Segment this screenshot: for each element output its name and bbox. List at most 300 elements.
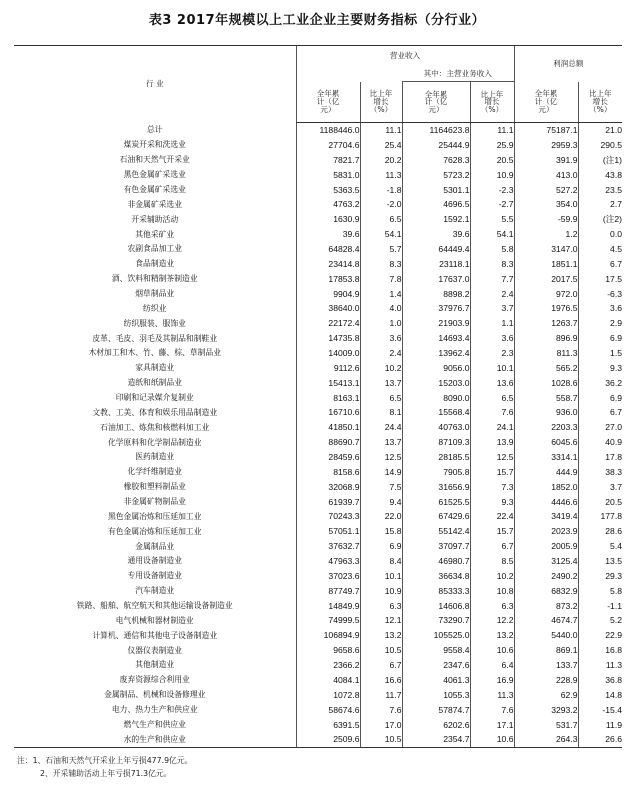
value-cell: 1630.9 <box>296 212 360 227</box>
industry-cell: 化学纤维制造业 <box>127 467 183 477</box>
table-row <box>14 480 622 495</box>
value-cell: 73290.7 <box>402 613 470 628</box>
profit-total-header: 全年累计（亿元） <box>514 82 578 123</box>
value-cell: 12.5 <box>470 450 514 465</box>
table-row <box>14 123 622 138</box>
value-cell: 2509.6 <box>296 732 360 747</box>
value-cell: 6.7 <box>360 658 402 673</box>
industry-cell: 铁路、船舶、航空航天和其他运输设备制造业 <box>76 601 233 611</box>
value-cell: 1188446.0 <box>296 123 360 138</box>
value-cell: 9056.0 <box>402 361 470 376</box>
value-cell: 26.6 <box>578 732 622 747</box>
value-cell: 13.7 <box>360 435 402 450</box>
value-cell: 264.3 <box>514 732 578 747</box>
value-cell: 3147.0 <box>514 242 578 257</box>
table-row <box>14 628 622 643</box>
table-row <box>14 494 622 509</box>
value-cell: 15.7 <box>470 524 514 539</box>
table-row <box>14 673 622 688</box>
industry-cell: 仪器仪表制造业 <box>127 645 183 655</box>
value-cell: 24.1 <box>470 420 514 435</box>
table-row <box>14 197 622 212</box>
value-cell: 106894.9 <box>296 628 360 643</box>
value-cell: 47963.3 <box>296 554 360 569</box>
value-cell: 354.0 <box>514 197 578 212</box>
value-cell: 5831.0 <box>296 168 360 183</box>
table-row <box>14 242 622 257</box>
value-cell: 11.3 <box>470 688 514 703</box>
value-cell: 4696.5 <box>402 197 470 212</box>
industry-cell: 有色金属冶炼和压延加工业 <box>107 526 202 536</box>
value-cell: 23.5 <box>578 182 622 197</box>
table-row <box>14 212 622 227</box>
industry-cell: 其他制造业 <box>135 660 175 670</box>
value-cell: 527.2 <box>514 182 578 197</box>
value-cell: 896.9 <box>514 331 578 346</box>
value-cell: 21.0 <box>578 123 622 138</box>
value-cell: 28.6 <box>578 524 622 539</box>
value-cell: 14735.8 <box>296 331 360 346</box>
industry-cell: 黑色金属冶炼和压延加工业 <box>107 511 202 521</box>
value-cell: 391.9 <box>514 153 578 168</box>
value-cell: 4084.1 <box>296 673 360 688</box>
value-cell: 290.5 <box>578 138 622 153</box>
value-cell: 10.1 <box>360 569 402 584</box>
industry-cell: 食品制造业 <box>135 259 175 269</box>
value-cell: 7.5 <box>360 480 402 495</box>
value-cell: 27.0 <box>578 420 622 435</box>
value-cell: 4674.7 <box>514 613 578 628</box>
value-cell: 5.4 <box>578 539 622 554</box>
value-cell: 1852.0 <box>514 480 578 495</box>
value-cell: 39.6 <box>402 227 470 242</box>
value-cell: 13.5 <box>578 554 622 569</box>
value-cell: 15413.1 <box>296 376 360 391</box>
revenue-total-header: 全年累计（亿元） <box>296 82 360 123</box>
value-cell: 5.8 <box>578 584 622 599</box>
value-cell: 7.6 <box>360 703 402 718</box>
table-title: 表3 2017年规模以上工业企业主要财务指标（分行业） <box>148 13 486 28</box>
footnotes <box>17 754 192 780</box>
industry-cell: 专用设备制造业 <box>127 571 183 581</box>
value-cell: 24.4 <box>360 420 402 435</box>
value-cell: 12.2 <box>470 613 514 628</box>
value-cell: 61939.7 <box>296 494 360 509</box>
value-cell: 3.6 <box>470 331 514 346</box>
value-cell: 11.3 <box>360 168 402 183</box>
value-cell: 2017.5 <box>514 272 578 287</box>
table-row <box>14 539 622 554</box>
value-cell: 6.3 <box>360 599 402 614</box>
value-cell: 5440.0 <box>514 628 578 643</box>
industry-cell: 非金属矿采选业 <box>127 199 183 209</box>
value-cell: 1055.3 <box>402 688 470 703</box>
value-cell: 531.7 <box>514 717 578 732</box>
value-cell: 1263.7 <box>514 316 578 331</box>
table-row <box>14 405 622 420</box>
value-cell: 17.1 <box>470 717 514 732</box>
value-cell: 25.4 <box>360 138 402 153</box>
value-cell: 811.3 <box>514 346 578 361</box>
value-cell: 13.2 <box>470 628 514 643</box>
value-cell: 565.2 <box>514 361 578 376</box>
value-cell: 3.6 <box>578 301 622 316</box>
value-cell: 16710.6 <box>296 405 360 420</box>
industry-cell: 纺织业 <box>143 303 167 313</box>
value-cell: 10.6 <box>470 643 514 658</box>
value-cell: 22.9 <box>578 628 622 643</box>
value-cell: -59.9 <box>514 212 578 227</box>
value-cell: 32068.9 <box>296 480 360 495</box>
value-cell: 36.8 <box>578 673 622 688</box>
value-cell: 10.6 <box>470 732 514 747</box>
value-cell: 14.8 <box>578 688 622 703</box>
industry-cell: 文教、工美、体育和娱乐用品制造业 <box>92 407 218 417</box>
value-cell: 1.4 <box>360 286 402 301</box>
table-row <box>14 272 622 287</box>
value-cell: 5.8 <box>470 242 514 257</box>
table-row <box>14 420 622 435</box>
value-cell: 17853.8 <box>296 272 360 287</box>
table-row <box>14 257 622 272</box>
value-cell: 1072.8 <box>296 688 360 703</box>
value-cell: -15.4 <box>578 703 622 718</box>
value-cell: 444.9 <box>514 465 578 480</box>
table-row <box>14 331 622 346</box>
value-cell: 7.3 <box>470 480 514 495</box>
value-cell: 61525.5 <box>402 494 470 509</box>
value-cell: 11.7 <box>360 688 402 703</box>
table-row <box>14 703 622 718</box>
value-cell: 413.0 <box>514 168 578 183</box>
value-cell: 228.9 <box>514 673 578 688</box>
industry-cell: 水的生产和供应业 <box>14 732 296 747</box>
value-cell: 6.3 <box>470 599 514 614</box>
value-cell: 6.9 <box>578 390 622 405</box>
industry-cell: 金属制品、机械和设备修理业 <box>104 690 206 700</box>
industry-cell: 酒、饮料和精制茶制造业 <box>111 274 198 284</box>
value-cell: 37097.7 <box>402 539 470 554</box>
value-cell: 15568.4 <box>402 405 470 420</box>
value-cell: 2959.3 <box>514 138 578 153</box>
value-cell: 62.9 <box>514 688 578 703</box>
value-cell: 14.9 <box>360 465 402 480</box>
table-row <box>14 732 622 747</box>
value-cell: 22172.4 <box>296 316 360 331</box>
industry-cell: 纺织服装、服饰业 <box>123 318 186 328</box>
table-row <box>14 227 622 242</box>
industry-cell: 造纸和纸制品业 <box>127 378 183 388</box>
value-cell: 9558.4 <box>402 643 470 658</box>
value-cell: 7.6 <box>470 405 514 420</box>
value-cell: 2005.9 <box>514 539 578 554</box>
value-cell: 5.7 <box>360 242 402 257</box>
value-cell: 23118.1 <box>402 257 470 272</box>
value-cell: 105525.0 <box>402 628 470 643</box>
value-cell: 1028.6 <box>514 376 578 391</box>
industry-cell: 石油加工、炼焦和核燃料加工业 <box>100 422 210 432</box>
value-cell: 20.2 <box>360 153 402 168</box>
industry-cell: 通用设备制造业 <box>127 556 183 566</box>
value-cell: 1.0 <box>360 316 402 331</box>
industry-cell: 电气机械和器材制造业 <box>115 615 194 625</box>
value-cell: 2.9 <box>578 316 622 331</box>
table-row <box>14 688 622 703</box>
value-cell: 9112.6 <box>296 361 360 376</box>
value-cell: 6045.6 <box>514 435 578 450</box>
value-cell: 8.3 <box>360 257 402 272</box>
value-cell: 1976.5 <box>514 301 578 316</box>
table-row <box>14 658 622 673</box>
value-cell: 15.8 <box>360 524 402 539</box>
value-cell: 2354.7 <box>402 732 470 747</box>
table-row <box>14 316 622 331</box>
value-cell: 39.6 <box>296 227 360 242</box>
table-row <box>14 524 622 539</box>
table-row <box>14 286 622 301</box>
industry-cell: 木材加工和木、竹、藤、棕、草制品业 <box>88 348 222 358</box>
table-row <box>14 717 622 732</box>
industry-cell: 燃气生产和供应业 <box>123 719 186 729</box>
industry-cell: 农副食品加工业 <box>127 244 183 254</box>
value-cell: 3.7 <box>578 480 622 495</box>
industry-cell: 医药制造业 <box>135 452 175 462</box>
value-cell: 10.2 <box>470 569 514 584</box>
industry-cell: 总计 <box>146 125 163 135</box>
value-cell: 9.4 <box>360 494 402 509</box>
main-growth-header: 比上年增长（%） <box>470 82 514 123</box>
value-cell: 2023.9 <box>514 524 578 539</box>
value-cell: 75187.1 <box>514 123 578 138</box>
value-cell: 3314.1 <box>514 450 578 465</box>
industry-cell: 有色金属矿采选业 <box>123 184 186 194</box>
value-cell: 5.2 <box>578 613 622 628</box>
value-cell: 8163.1 <box>296 390 360 405</box>
industry-cell: 石油和天然气开采业 <box>119 155 190 165</box>
revenue-blank-header <box>296 66 402 82</box>
value-cell: 4763.2 <box>296 197 360 212</box>
table-row <box>14 450 622 465</box>
value-cell: 3293.2 <box>514 703 578 718</box>
value-cell: 22.0 <box>360 509 402 524</box>
value-cell: 14849.9 <box>296 599 360 614</box>
table-row <box>14 390 622 405</box>
value-cell: 23414.8 <box>296 257 360 272</box>
main-total-header: 全年累计（亿元） <box>402 82 470 123</box>
industry-cell: 计算机、通信和其他电子设备制造业 <box>92 630 218 640</box>
table-row <box>14 554 622 569</box>
value-cell: 177.8 <box>578 509 622 524</box>
value-cell: 43.8 <box>578 168 622 183</box>
industry-cell: 皮革、毛皮、羽毛及其制品和制鞋业 <box>92 333 218 343</box>
value-cell: 3.7 <box>470 301 514 316</box>
value-cell: 11.9 <box>578 717 622 732</box>
value-cell: 6.5 <box>470 390 514 405</box>
value-cell: 87109.3 <box>402 435 470 450</box>
value-cell: 40763.0 <box>402 420 470 435</box>
value-cell: 10.9 <box>470 168 514 183</box>
profit-growth-header: 比上年增长（%） <box>578 82 622 123</box>
value-cell: 4.5 <box>578 242 622 257</box>
value-cell: 2203.3 <box>514 420 578 435</box>
value-cell: 1.1 <box>470 316 514 331</box>
value-cell: 38.3 <box>578 465 622 480</box>
value-cell: 5363.5 <box>296 182 360 197</box>
value-cell: -2.3 <box>470 182 514 197</box>
financial-indicators-table <box>14 45 622 748</box>
value-cell: 25.9 <box>470 138 514 153</box>
value-cell: 8.4 <box>360 554 402 569</box>
industry-cell: 烟草制品业 <box>135 288 175 298</box>
value-cell: 8090.0 <box>402 390 470 405</box>
value-cell: 15.7 <box>470 465 514 480</box>
industry-header: 行 业 <box>14 46 296 123</box>
value-cell: 15203.0 <box>402 376 470 391</box>
table-row <box>14 509 622 524</box>
table-row <box>14 584 622 599</box>
value-cell: 5301.1 <box>402 182 470 197</box>
value-cell: 2490.2 <box>514 569 578 584</box>
revenue-growth-header: 比上年增长（%） <box>360 82 402 123</box>
industry-cell: 化学原料和化学制品制造业 <box>107 437 202 447</box>
value-cell: 28185.5 <box>402 450 470 465</box>
table-row <box>14 301 622 316</box>
value-cell: 11.3 <box>578 658 622 673</box>
footnote-2: 2、开采辅助活动上年亏损71.3亿元。 <box>40 769 172 778</box>
value-cell: 6202.6 <box>402 717 470 732</box>
value-cell: 17637.0 <box>402 272 470 287</box>
revenue-header: 营业收入 <box>296 46 514 67</box>
value-cell: 40.9 <box>578 435 622 450</box>
value-cell: 28459.6 <box>296 450 360 465</box>
value-cell: 2.7 <box>578 197 622 212</box>
table-row <box>14 643 622 658</box>
value-cell: 41850.1 <box>296 420 360 435</box>
value-cell: 37632.7 <box>296 539 360 554</box>
value-cell: 17.0 <box>360 717 402 732</box>
value-cell: 74999.5 <box>296 613 360 628</box>
value-cell: 9.3 <box>578 361 622 376</box>
value-cell: 7821.7 <box>296 153 360 168</box>
value-cell: 5723.2 <box>402 168 470 183</box>
value-cell: 4.0 <box>360 301 402 316</box>
value-cell: 9.3 <box>470 494 514 509</box>
value-cell: 57874.7 <box>402 703 470 718</box>
value-cell: 1592.1 <box>402 212 470 227</box>
value-cell: 936.0 <box>514 405 578 420</box>
value-cell: 7628.3 <box>402 153 470 168</box>
profit-header: 利润总额 <box>514 46 622 82</box>
main-business-header: 其中：主营业务收入 <box>402 66 514 82</box>
value-cell: 8.3 <box>470 257 514 272</box>
value-cell: 6391.5 <box>296 717 360 732</box>
value-cell: 869.1 <box>514 643 578 658</box>
value-cell: 3419.4 <box>514 509 578 524</box>
value-cell: 9658.6 <box>296 643 360 658</box>
value-cell: 87749.7 <box>296 584 360 599</box>
table-row <box>14 361 622 376</box>
value-cell: 58674.6 <box>296 703 360 718</box>
industry-cell: 非金属矿物制品业 <box>123 497 186 507</box>
value-cell: 2.4 <box>470 286 514 301</box>
value-cell: 2.4 <box>360 346 402 361</box>
value-cell: 4446.6 <box>514 494 578 509</box>
value-cell: 6832.9 <box>514 584 578 599</box>
value-cell: 46980.7 <box>402 554 470 569</box>
value-cell: 64828.4 <box>296 242 360 257</box>
value-cell: 8.5 <box>470 554 514 569</box>
value-cell: 10.2 <box>360 361 402 376</box>
value-cell: -1.8 <box>360 182 402 197</box>
industry-cell: 橡胶和塑料制品业 <box>123 482 186 492</box>
value-cell: 13.2 <box>360 628 402 643</box>
value-cell: 558.7 <box>514 390 578 405</box>
value-cell: 8.1 <box>360 405 402 420</box>
table-row <box>14 569 622 584</box>
value-cell: 67429.6 <box>402 509 470 524</box>
value-cell: 88690.7 <box>296 435 360 450</box>
industry-cell: 开采辅助活动 <box>131 214 179 224</box>
value-cell: 4061.3 <box>402 673 470 688</box>
value-cell: 14606.8 <box>402 599 470 614</box>
value-cell: 6.7 <box>578 257 622 272</box>
value-cell: 7.6 <box>470 703 514 718</box>
value-cell: 3.6 <box>360 331 402 346</box>
value-cell: 0.0 <box>578 227 622 242</box>
value-cell: 6.5 <box>360 212 402 227</box>
value-cell: 14693.4 <box>402 331 470 346</box>
industry-cell: 电力、热力生产和供应业 <box>111 705 198 715</box>
value-cell: 27704.6 <box>296 138 360 153</box>
industry-cell: 煤炭开采和洗选业 <box>123 140 186 150</box>
industry-cell: 汽车制造业 <box>135 586 175 596</box>
value-cell: 25444.9 <box>402 138 470 153</box>
value-cell: 22.4 <box>470 509 514 524</box>
table-row <box>14 435 622 450</box>
value-cell: 9904.9 <box>296 286 360 301</box>
value-cell: 13962.4 <box>402 346 470 361</box>
value-cell: 21903.9 <box>402 316 470 331</box>
value-cell: 13.6 <box>470 376 514 391</box>
industry-cell: 其他采矿业 <box>135 229 175 239</box>
value-cell: 57051.1 <box>296 524 360 539</box>
value-cell: 7.7 <box>470 272 514 287</box>
value-cell: 20.5 <box>578 494 622 509</box>
value-cell: 12.1 <box>360 613 402 628</box>
value-cell: 37976.7 <box>402 301 470 316</box>
value-cell: 1851.1 <box>514 257 578 272</box>
value-cell: 6.4 <box>470 658 514 673</box>
value-cell: 54.1 <box>470 227 514 242</box>
value-cell: 6.9 <box>360 539 402 554</box>
value-cell: 6.7 <box>470 539 514 554</box>
table-row <box>14 138 622 153</box>
industry-cell: 黑色金属矿采选业 <box>123 170 186 180</box>
value-cell: -2.0 <box>360 197 402 212</box>
value-cell: 972.0 <box>514 286 578 301</box>
value-cell: 70243.3 <box>296 509 360 524</box>
value-cell: 55142.4 <box>402 524 470 539</box>
value-cell: 37023.6 <box>296 569 360 584</box>
value-cell: 8158.6 <box>296 465 360 480</box>
value-cell: 1164623.8 <box>402 123 470 138</box>
value-cell: 10.8 <box>470 584 514 599</box>
table-row <box>14 599 622 614</box>
value-cell: 1.5 <box>578 346 622 361</box>
table-row <box>14 376 622 391</box>
value-cell: 31656.9 <box>402 480 470 495</box>
value-cell: -1.1 <box>578 599 622 614</box>
